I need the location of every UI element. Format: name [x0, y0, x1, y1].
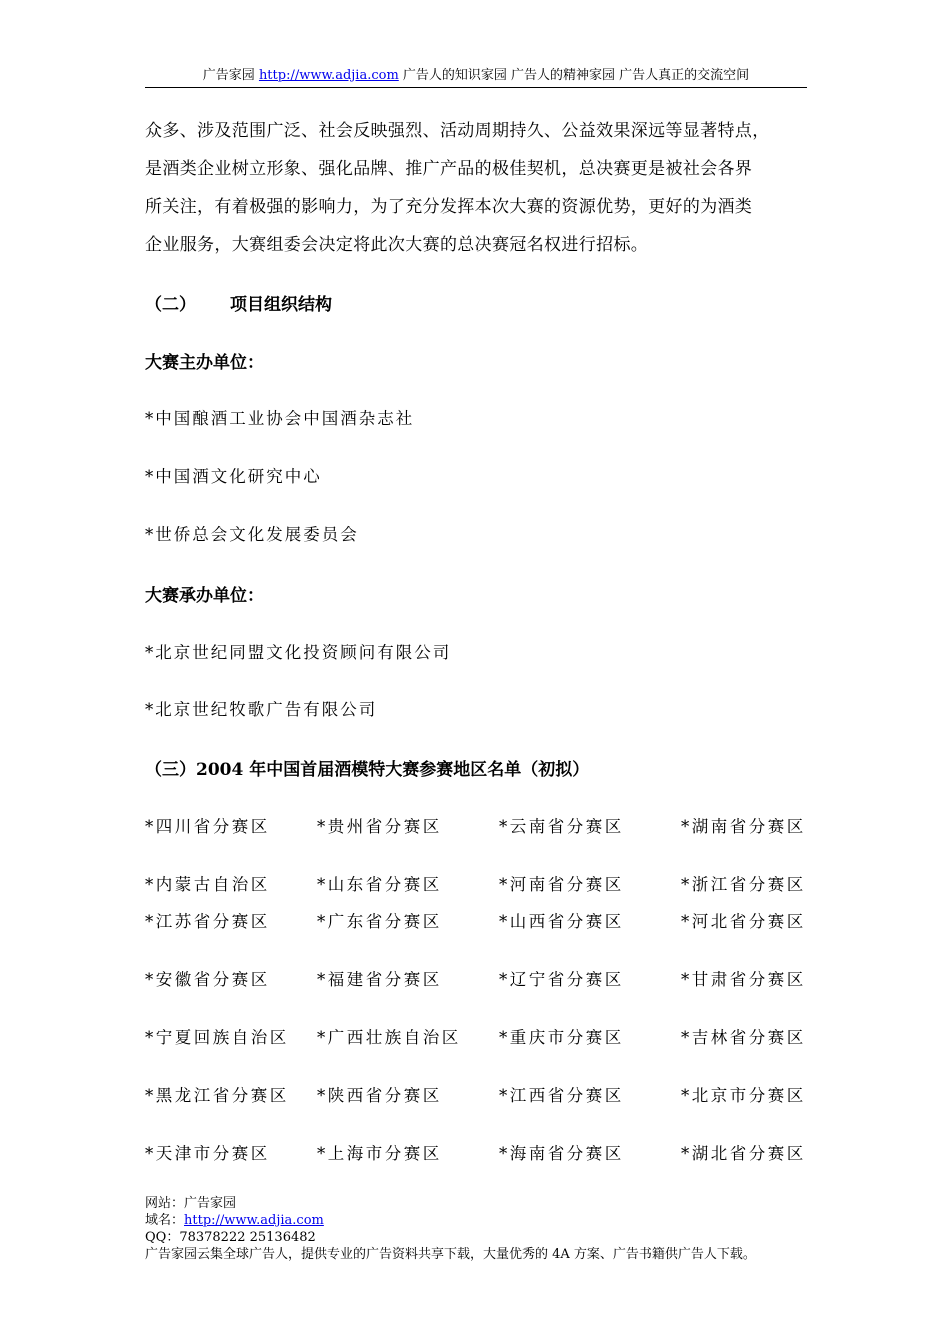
region-item: *广东省分赛区 — [317, 912, 442, 931]
region-item: *辽宁省分赛区 — [499, 970, 624, 989]
undertakers-heading: 大赛承办单位： — [145, 586, 264, 606]
header-suffix: 广告人的知识家园 广告人的精神家园 广告人真正的交流空间 — [398, 68, 750, 83]
region-item: *海南省分赛区 — [499, 1144, 624, 1163]
region-item: *内蒙古自治区 — [145, 875, 270, 894]
region-item: *甘肃省分赛区 — [681, 970, 806, 989]
region-item: *重庆市分赛区 — [499, 1028, 624, 1047]
region-item: *浙江省分赛区 — [681, 875, 806, 894]
footer-tagline: 广告家园云集全球广告人，提供专业的广告资料共享下载，大量优秀的 4A 方案、广告书籍供广告人下载。 — [145, 1247, 756, 1262]
intro-line: 众多、涉及范围广泛、社会反映强烈、活动周期持久、公益效果深远等显著特点， — [145, 121, 770, 141]
region-item: *陕西省分赛区 — [317, 1086, 442, 1105]
region-item: *四川省分赛区 — [145, 817, 270, 836]
region-item: *云南省分赛区 — [499, 817, 624, 836]
footer-site: 网站：广告家园 — [145, 1196, 237, 1211]
intro-line: 企业服务，大赛组委会决定将此次大赛的总决赛冠名权进行招标。 — [145, 235, 649, 255]
section2-number: （二） — [145, 295, 196, 315]
region-item: *黑龙江省分赛区 — [145, 1086, 289, 1105]
undertaker-item: *北京世纪牧歌广告有限公司 — [145, 700, 378, 719]
section2-heading — [145, 290, 332, 315]
organizer-item: *中国酿酒工业协会中国酒杂志社 — [145, 409, 415, 428]
page-header — [145, 66, 807, 88]
header-link[interactable]: http://www.adjia.com — [258, 68, 399, 83]
intro-line: 是酒类企业树立形象、强化品牌、推广产品的极佳契机，总决赛更是被社会各界 — [145, 159, 753, 179]
region-item: *广西壮族自治区 — [317, 1028, 461, 1047]
organizer-item: *中国酒文化研究中心 — [145, 467, 322, 486]
region-item: *吉林省分赛区 — [681, 1028, 806, 1047]
region-item: *上海市分赛区 — [317, 1144, 442, 1163]
footer-domain — [145, 1212, 756, 1229]
organizer-item: *世侨总会文化发展委员会 — [145, 525, 359, 544]
footer-domain-label: 域名： — [145, 1213, 185, 1228]
region-item: *福建省分赛区 — [317, 970, 442, 989]
section3-heading: （三）2004 年中国首届酒模特大赛参赛地区名单（初拟） — [145, 760, 590, 780]
header-prefix: 广告家园 — [202, 68, 259, 83]
organizers-heading: 大赛主办单位： — [145, 353, 264, 373]
region-item: *山东省分赛区 — [317, 875, 442, 894]
region-item: *贵州省分赛区 — [317, 817, 442, 836]
region-item: *湖南省分赛区 — [681, 817, 806, 836]
region-item: *湖北省分赛区 — [681, 1144, 806, 1163]
undertaker-item: *北京世纪同盟文化投资顾问有限公司 — [145, 643, 452, 662]
intro-line: 所关注，有着极强的影响力，为了充分发挥本次大赛的资源优势，更好的为酒类 — [145, 197, 753, 217]
region-item: *宁夏回族自治区 — [145, 1028, 289, 1047]
footer-domain-link[interactable]: http://www.adjia.com — [184, 1213, 324, 1228]
intro-paragraph — [145, 112, 807, 264]
footer-qq: QQ：78378222 25136482 — [145, 1230, 316, 1245]
region-item: *安徽省分赛区 — [145, 970, 270, 989]
region-item: *山西省分赛区 — [499, 912, 624, 931]
region-item: *河北省分赛区 — [681, 912, 806, 931]
page-footer — [145, 1195, 756, 1263]
region-item: *天津市分赛区 — [145, 1144, 270, 1163]
section2-title: 项目组织结构 — [230, 295, 332, 315]
region-item: *北京市分赛区 — [681, 1086, 806, 1105]
region-item: *河南省分赛区 — [499, 875, 624, 894]
region-item: *江西省分赛区 — [499, 1086, 624, 1105]
region-item: *江苏省分赛区 — [145, 912, 270, 931]
